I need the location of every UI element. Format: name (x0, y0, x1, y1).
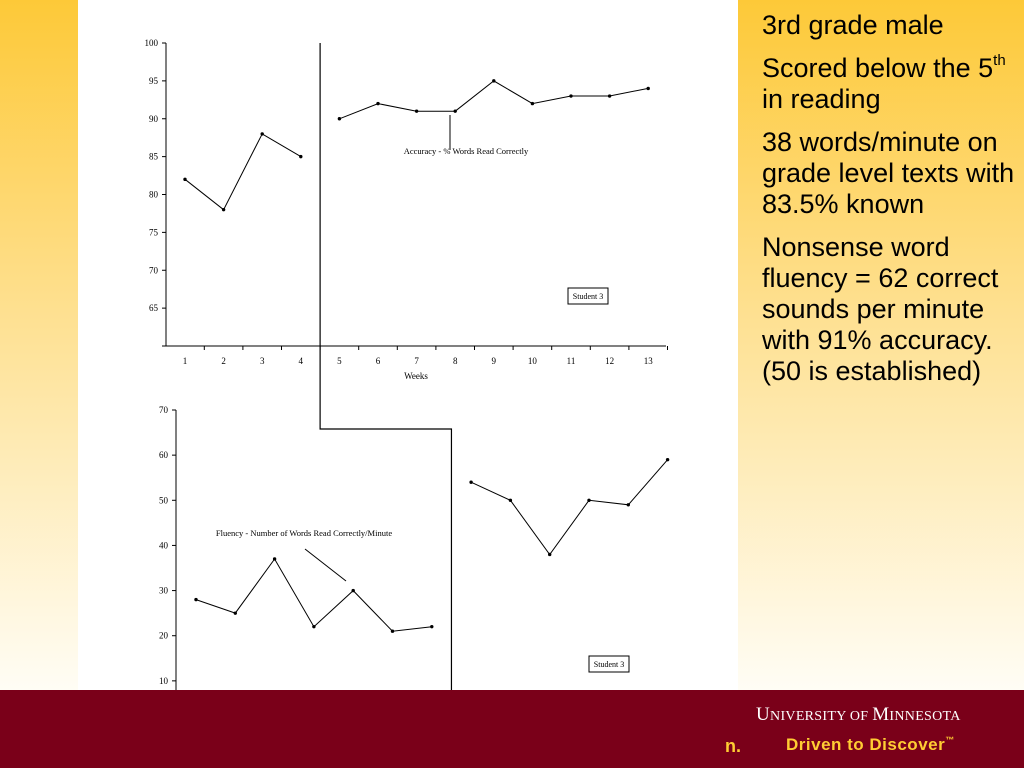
wordmark-niversity-of: NIVERSITY OF (770, 709, 873, 724)
chart2-data-point (234, 611, 237, 614)
chart1-x-tick-label: 11 (566, 356, 576, 366)
chart1-data-point (299, 155, 302, 158)
chart2-data-point (194, 598, 197, 601)
chart2-series-line-intervention (471, 460, 667, 555)
chart1-x-tick-label: 10 (527, 356, 537, 366)
chart2-data-point (469, 481, 472, 484)
chart1-y-tick-label: 100 (144, 38, 158, 48)
text-reading-rank-sup: th (993, 52, 1006, 69)
chart1-x-tick-label: 6 (375, 356, 381, 366)
chart1-x-tick-label: 7 (414, 356, 419, 366)
chart2-data-point (587, 499, 590, 502)
chart1-data-point (569, 94, 572, 97)
slide-text-block (762, 10, 1017, 399)
chart1-data-point (376, 102, 379, 105)
chart1-x-tick-label: 12 (605, 356, 615, 366)
tagline-text: Driven to Discover (786, 735, 946, 754)
chart1-y-tick-label: 85 (149, 151, 158, 162)
chart1-y-tick-label: 95 (149, 75, 158, 86)
chart1-data-point (415, 109, 418, 112)
chart2-data-point (352, 589, 355, 592)
chart1-x-tick-label: 2 (221, 356, 226, 366)
chart1-y-tick-label: 80 (149, 189, 158, 200)
chart1-x-tick-label: 4 (298, 356, 304, 366)
text-reading-rank (762, 53, 1017, 115)
wordmark-u: U (756, 704, 771, 725)
chart1-series-line-baseline (185, 134, 301, 210)
chart2-title: Fluency - Number of Words Read Correctly/Minute (215, 528, 393, 538)
chart1-data-point (608, 94, 611, 97)
text-nonsense-word-fluency: Nonsense word fluency = 62 correct sounds per minute with 91% accuracy. (50 is established) (762, 232, 999, 386)
text-student-grade: 3rd grade male (762, 10, 944, 40)
chart1-x-tick-label: 9 (491, 356, 497, 366)
chart2-data-point (391, 630, 394, 633)
chart1-data-point (454, 109, 457, 112)
chart1-data-point (183, 178, 186, 181)
chart2-series-line-baseline (196, 559, 432, 631)
footer-bar (0, 690, 1024, 768)
chart2-y-tick-label: 30 (159, 585, 168, 596)
chart2-data-point (627, 503, 630, 506)
text-words-per-minute: 38 words/minute on grade level texts with 83.5% known (762, 127, 1015, 219)
chart1-y-tick-label: 90 (149, 113, 158, 124)
chart1-x-tick-label: 1 (182, 356, 188, 366)
chart2-y-tick-label: 60 (159, 450, 168, 461)
chart1-x-tick-label: 8 (452, 356, 458, 366)
wordmark-innesota: INNESOTA (889, 709, 961, 724)
chart2-data-point (509, 499, 512, 502)
chart2-data-point (666, 458, 669, 461)
chart1-data-point (647, 87, 650, 90)
chart1-data-point (338, 117, 341, 120)
chart2-y-tick-label: 10 (159, 675, 168, 686)
tagline-trademark: ™ (945, 735, 955, 745)
footer-fragment-text: n. (725, 736, 741, 756)
chart1-x-axis-label: Weeks (404, 371, 428, 381)
chart1-y-tick-label: 65 (149, 303, 158, 314)
chart1-y-tick-label: 70 (149, 265, 158, 276)
chart1-x-tick-label: 5 (337, 356, 342, 366)
chart2-data-point (430, 625, 433, 628)
chart1-data-point (222, 208, 225, 211)
chart2-data-point (273, 557, 276, 560)
university-wordmark (756, 704, 1016, 726)
chart2-data-point (548, 553, 551, 556)
chart2-y-tick-label: 50 (159, 495, 168, 506)
chart2-student-label: Student 3 (593, 660, 625, 669)
text-reading-rank-a: Scored below the 5 (762, 53, 994, 83)
chart2-y-tick-label: 40 (159, 540, 168, 551)
chart2-data-point (312, 625, 315, 628)
tagline (786, 735, 955, 755)
chart1-data-point (261, 132, 264, 135)
chart1-title: Accuracy - % Words Read Correctly (403, 146, 529, 156)
chart1-x-tick-label: 13 (643, 356, 653, 366)
wordmark-m: M (872, 704, 890, 725)
chart2-y-tick-label: 70 (159, 405, 168, 415)
chart1-y-tick-label: 75 (149, 227, 158, 238)
chart2-annotation-arrow (305, 549, 346, 581)
chart2-y-tick-label: 20 (159, 630, 168, 641)
chart1-data-point (531, 102, 534, 105)
chart1-student-label: Student 3 (572, 292, 604, 301)
text-reading-rank-b: in reading (762, 84, 881, 114)
chart1-x-tick-label: 3 (259, 356, 265, 366)
chart1-series-line-intervention (339, 81, 648, 119)
chart1-data-point (492, 79, 495, 82)
